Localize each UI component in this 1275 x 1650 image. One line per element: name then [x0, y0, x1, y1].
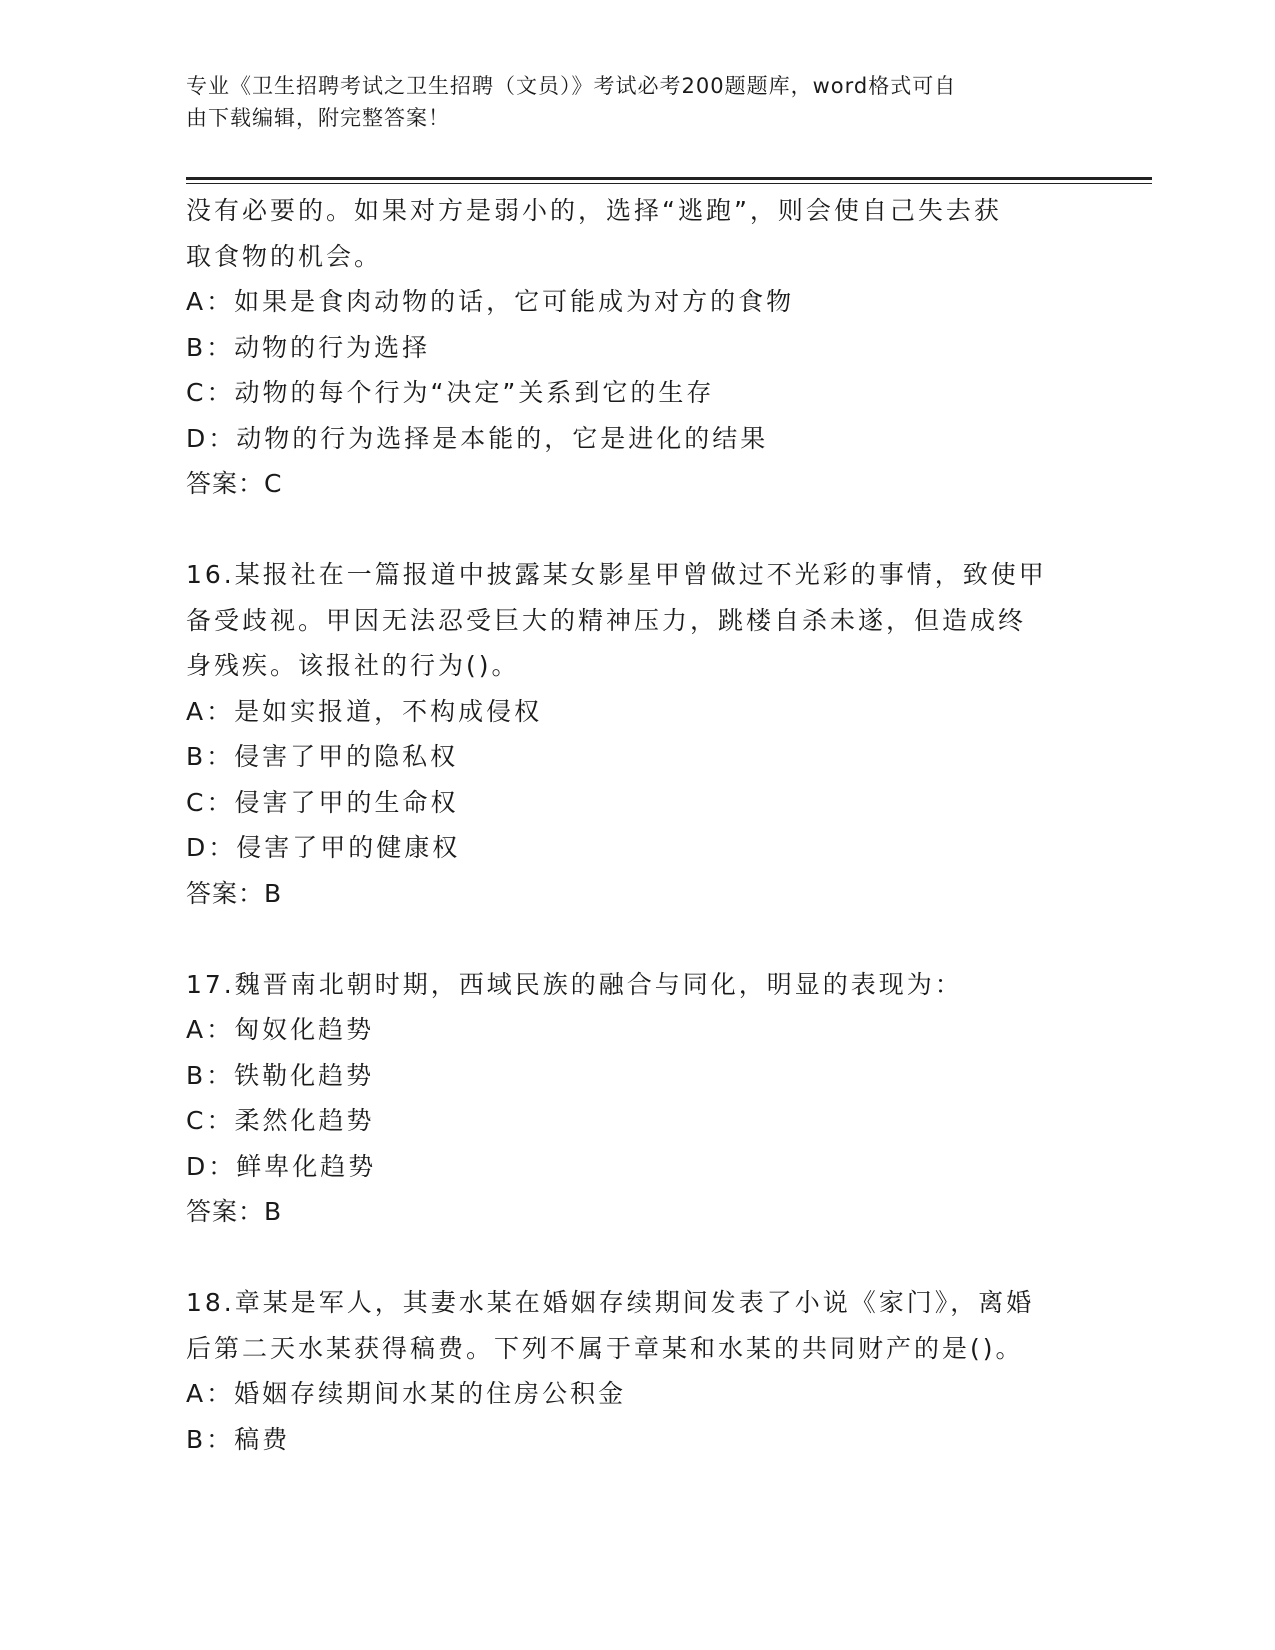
question-continuation — [186, 188, 1086, 507]
option-d: D：动物的行为选择是本能的，它是进化的结果 — [186, 423, 769, 453]
option-a: A：婚姻存续期间水某的住房公积金 — [186, 1379, 627, 1408]
header-divider-thin — [186, 183, 1152, 184]
question-text-line: 16.某报社在一篇报道中披露某女影星甲曾做过不光彩的事情，致使甲 — [186, 560, 1047, 589]
spacer — [186, 1235, 1086, 1281]
question-text-line: 取食物的机会。 — [186, 241, 383, 271]
option-d: D：鲜卑化趋势 — [186, 1151, 377, 1181]
answer-line: 答案：B — [186, 878, 283, 908]
header-divider-thick — [186, 177, 1152, 180]
page-header — [186, 70, 1066, 134]
answer-line: 答案：B — [186, 1197, 283, 1226]
question-content — [186, 188, 1086, 1462]
answer-line: 答案：C — [186, 469, 283, 498]
option-b: B：铁勒化趋势 — [186, 1060, 375, 1090]
question-text-line: 17.魏晋南北朝时期，西域民族的融合与同化，明显的表现为： — [186, 969, 963, 999]
question-17 — [186, 962, 1086, 1235]
question-16 — [186, 552, 1086, 916]
option-a: A：是如实报道，不构成侵权 — [186, 696, 543, 726]
question-text-line: 18.章某是军人，其妻水某在婚姻存续期间发表了小说《家门》，离婚 — [186, 1288, 1035, 1317]
question-text-line: 后第二天水某获得稿费。下列不属于章某和水某的共同财产的是()。 — [186, 1333, 1024, 1363]
header-line-1: 专业《卫生招聘考试之卫生招聘（文员）》考试必考200题题库，word格式可自 — [186, 74, 957, 98]
question-18 — [186, 1280, 1086, 1462]
spacer — [186, 916, 1086, 962]
option-b: B：侵害了甲的隐私权 — [186, 742, 459, 771]
question-text-line: 没有必要的。如果对方是弱小的，选择“逃跑”，则会使自己失去获 — [186, 196, 1002, 225]
header-line-2: 由下载编辑，附完整答案！ — [186, 106, 450, 130]
option-c: C：柔然化趋势 — [186, 1106, 375, 1135]
option-c: C：动物的每个行为“决定”关系到它的生存 — [186, 378, 715, 407]
question-text-line: 身残疾。该报社的行为()。 — [186, 651, 520, 680]
option-a: A：如果是食肉动物的话，它可能成为对方的食物 — [186, 287, 795, 316]
option-b: B：稿费 — [186, 1424, 291, 1454]
option-d: D：侵害了甲的健康权 — [186, 833, 461, 862]
spacer — [186, 507, 1086, 553]
option-c: C：侵害了甲的生命权 — [186, 787, 459, 817]
option-b: B：动物的行为选择 — [186, 332, 431, 362]
question-text-line: 备受歧视。甲因无法忍受巨大的精神压力，跳楼自杀未遂，但造成终 — [186, 605, 1027, 635]
option-a: A：匈奴化趋势 — [186, 1015, 375, 1044]
